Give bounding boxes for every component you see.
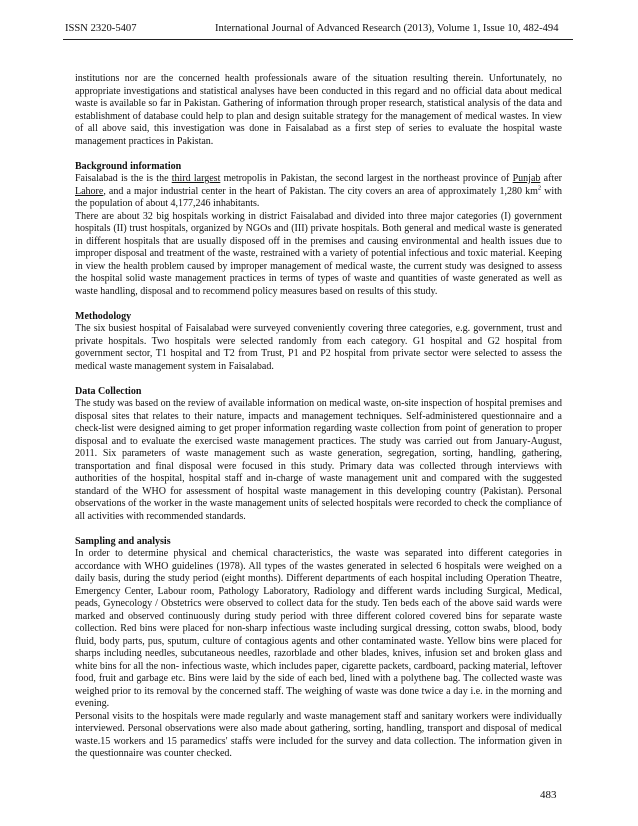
background-text-a: Faisalabad is the is the bbox=[75, 173, 172, 184]
data-collection-heading: Data Collection bbox=[75, 385, 142, 397]
punjab-link[interactable]: Punjab bbox=[512, 173, 541, 184]
background-paragraph-2: There are about 32 big hospitals working in district Faisalabad and divided into three major categories (I) government hospitals (II) trust hospitals, organized by NGOs and (III) private hospitals. Both general and medical waste is generated in different hospitals that are usually disposed off in the premises and causing environmental and health issues due to improper disposal and treatment of the waste, restrained with a variety of potential infectious and toxic material. Keeping in view the health problem caused by improper management of medical waste, the current study was designed to assess the hospital solid waste management practices in terms of types of waste and quantities of waste generated as well as waste handling, disposal and to recommend policy measures based on results of this study. bbox=[75, 210, 562, 297]
sampling-paragraph-2: Personal visits to the hospitals were made regularly and waste management staff and sanitary workers were individually interviewed. Personal observations were also made about gathering, sorting, handling, transport and disposal of medical waste.15 workers and 15 paramedics' staffs were included for the survey and data collection. The information given in the questionnaire was counter checked. bbox=[75, 710, 562, 759]
sampling-paragraph-1: In order to determine physical and chemical characteristics, the waste was separated into different categories in accordance with WHO guidelines (1978). All types of the wastes generated in selected 6 hospitals were weighed on a daily basis, during the study period (eight months). Different departments of each hospital including Operation Theatre, Emergency Center, Labour room, Pathology Laboratory, Radiology and different wards including Surgical, Medical, peads, Gynecology / Obstetrics were observed to collect data for the study. Ten beds each of the above said wards were marked and observed continuously during study period with three different colored covered bins for separate waste collection. Red bins were placed for non-sharp infectious waste including surgical dressing, cotton swabs, blood, body fluid, body parts, pus, sputum, culture of contagious agents and other contaminated waste. Yellow bins were placed for sharps including needles, subcutaneous needles, razorblade and other blades, knives, infusion set and broken glass and white bins for all the non- infectious waste, which includes paper, cigarette packets, cardboard, packing material, leftover food, fruit and garbage etc. Bins were laid by the side of each bed, lined with a polythene bag. The collected waste was weighed prior to its removal by the concerned staff. The weighing of waste was done twice a day i.e. in the morning and evening. bbox=[75, 548, 562, 709]
squared-superscript: 2 bbox=[537, 184, 542, 192]
issn-label: ISSN 2320-5407 bbox=[65, 23, 137, 34]
section-gap bbox=[75, 148, 562, 161]
background-text-b: metropolis in Pakistan, the second largest in the northeast province of bbox=[220, 173, 513, 184]
header-rule bbox=[63, 39, 573, 40]
sampling-heading: Sampling and analysis bbox=[75, 535, 171, 547]
background-text-d: , and a major industrial center in the heart of Pakistan. The city covers an area of approximately 1,280 km bbox=[103, 185, 538, 197]
third-largest-link[interactable]: third largest bbox=[171, 173, 221, 184]
background-text-c: after bbox=[540, 173, 562, 184]
background-heading: Background information bbox=[75, 160, 182, 172]
body-text bbox=[75, 73, 562, 761]
intro-paragraph: institutions nor are the concerned health professionals aware of the situation resulting therein. Unfortunately, no appropriate investigations and statistical analyses have been conducted in this regard and no official data about medical waste is available so far in Pakistan. Gathering of information through proper research, statistical analysis of the data and establishment of database could help to plan and design suitable strategy for the management of medical wastes. In view of all above said, this investigation was done in Faisalabad as a first step of series to evaluate the hospital waste management practices in Pakistan. bbox=[75, 73, 562, 147]
journal-citation: International Journal of Advanced Research (2013), Volume 1, Issue 10, 482-494 bbox=[215, 23, 559, 34]
data-collection-paragraph: The study was based on the review of available information on medical waste, on-site inspection of hospital premises and disposal sites that relates to their nature, impacts and management techniques. Self-administered questionnaire and a check-list were designed aiming to get proper information regarding waste collection from point of generation to proper disposal and to evaluate the exercised waste management practices. The study was carried out from January-August, 2011. Six parameters of waste management such as waste generation, segregation, sorting, handling, gathering, transportation and final disposal were focused in this study. Primary data was collected through interviews with authorities of the hospital, hospital staff and in-charge of waste management unit and compared with the suggested standard of the WHO for assessment of hospital waste management in this developing country (Pakistan). Personal observations of the worker in the waste management units of selected hospitals were recorded to check the compliance of all activities with recommended standards. bbox=[75, 398, 562, 522]
page-number: 483 bbox=[540, 789, 557, 801]
section-gap bbox=[75, 523, 562, 536]
section-gap bbox=[75, 298, 562, 311]
lahore-link[interactable]: Lahore bbox=[75, 185, 104, 197]
background-paragraph-1 bbox=[75, 173, 562, 211]
methodology-paragraph: The six busiest hospital of Faisalabad were surveyed conveniently covering three categories, e.g. government, trust and private hospitals. Two hospitals were selected randomly from each category. G1 hospital and G2 hospital from government sector, T1 hospital and T2 from Trust, P1 and P2 hospital from private sector were selected to assess the medical waste management system in Faisalabad. bbox=[75, 323, 562, 372]
methodology-heading: Methodology bbox=[75, 310, 132, 322]
section-gap bbox=[75, 373, 562, 386]
background-text-e: with the population of about 4,177,246 inhabitants. bbox=[75, 185, 562, 209]
